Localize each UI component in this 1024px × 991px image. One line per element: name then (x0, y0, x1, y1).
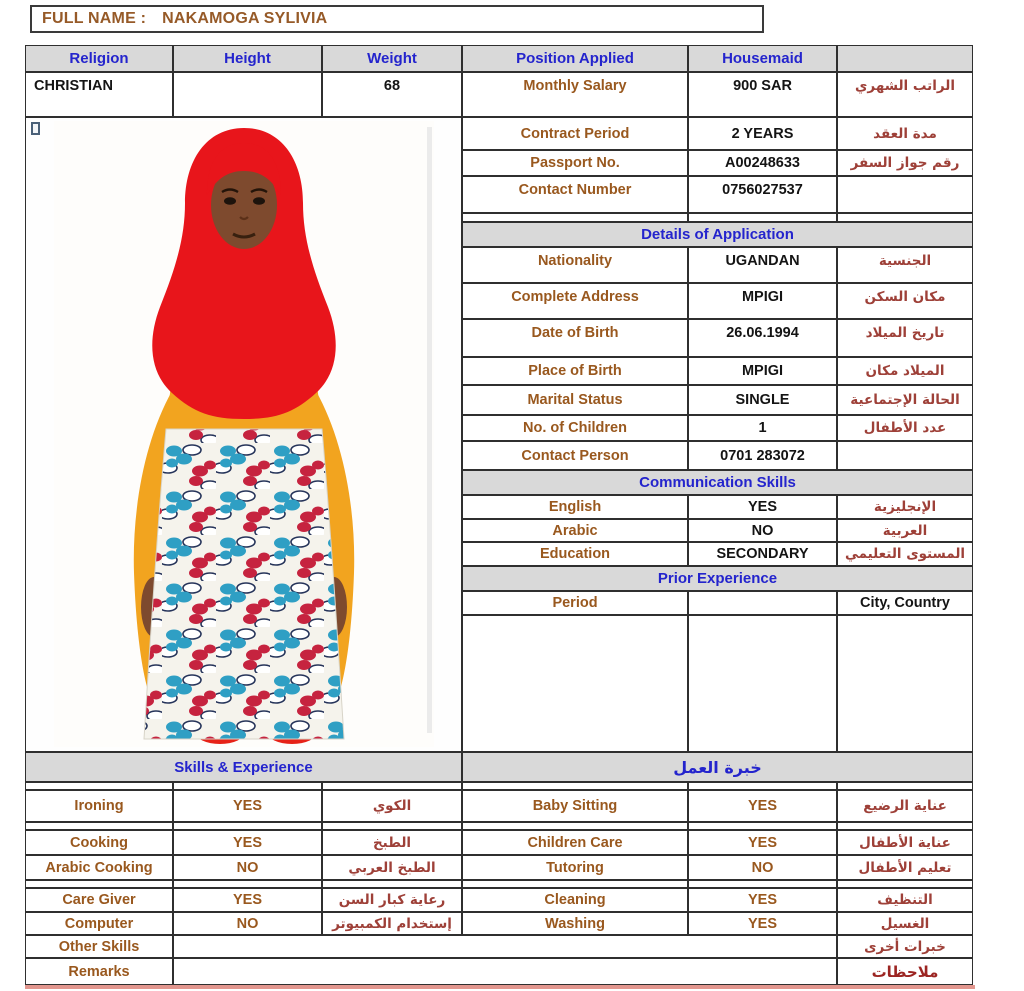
contact-number-label: Contact Number (462, 176, 688, 213)
date-of-birth-label: Date of Birth (462, 319, 688, 357)
contact-person-arabic-empty (837, 441, 973, 470)
computer-arabic: إستخدام الكمبيوتر (322, 912, 462, 935)
ironing-label: Ironing (25, 790, 173, 822)
spacer-cell (173, 782, 322, 790)
baby-sitting-value: YES (688, 790, 837, 822)
spacer-cell (25, 880, 173, 888)
nationality-arabic: الجنسية (837, 247, 973, 283)
spacer-cell (837, 213, 973, 222)
ironing-arabic: الكوي (322, 790, 462, 822)
remarks-label: Remarks (25, 958, 173, 985)
contract-period-label: Contract Period (462, 117, 688, 150)
spacer-cell (837, 880, 973, 888)
tutoring-value: NO (688, 855, 837, 880)
skills-experience-header-ar: خبرة العمل (462, 752, 973, 782)
other-skills-label: Other Skills (25, 935, 173, 958)
full-name-box (30, 5, 764, 33)
spacer-cell (688, 880, 837, 888)
education-arabic: المستوى التعليمي (837, 542, 973, 566)
cleaning-value: YES (688, 888, 837, 912)
contact-number-value: 0756027537 (688, 176, 837, 213)
place-of-birth-label: Place of Birth (462, 357, 688, 385)
other-skills-empty (173, 935, 837, 958)
header-arabic-empty (837, 45, 973, 72)
monthly-salary-arabic: الراتب الشهري (837, 72, 973, 117)
no-of-children-arabic: عدد الأطفال (837, 415, 973, 441)
full-name-label: FULL NAME : (42, 10, 147, 27)
children-care-arabic: عناية الأطفال (837, 830, 973, 855)
cleaning-arabic: التنظيف (837, 888, 973, 912)
marital-status-arabic: الحالة الإجتماعية (837, 385, 973, 415)
english-label: English (462, 495, 688, 519)
weight-header: Weight (322, 45, 462, 72)
arabic-arabic: العربية (837, 519, 973, 542)
computer-label: Computer (25, 912, 173, 935)
cooking-label: Cooking (25, 830, 173, 855)
washing-label: Washing (462, 912, 688, 935)
cleaning-label: Cleaning (462, 888, 688, 912)
monthly-salary-value: 900 SAR (688, 72, 837, 117)
baby-sitting-label: Baby Sitting (462, 790, 688, 822)
spacer-cell (462, 880, 688, 888)
marital-status-value: SINGLE (688, 385, 837, 415)
prior-experience-empty-cell (837, 615, 973, 752)
children-care-value: YES (688, 830, 837, 855)
weight-value: 68 (322, 72, 462, 117)
nationality-label: Nationality (462, 247, 688, 283)
contract-period-value: 2 YEARS (688, 117, 837, 150)
education-value: SECONDARY (688, 542, 837, 566)
ironing-value: YES (173, 790, 322, 822)
spacer-cell (25, 782, 173, 790)
arabic-cooking-arabic: الطبخ العربي (322, 855, 462, 880)
baby-sitting-arabic: عناية الرضيع (837, 790, 973, 822)
arabic-cooking-value: NO (173, 855, 322, 880)
passport-no-value: A00248633 (688, 150, 837, 176)
height-value-empty (173, 72, 322, 117)
english-value: YES (688, 495, 837, 519)
contact-person-value: 0701 283072 (688, 441, 837, 470)
spacer-cell (462, 822, 688, 830)
no-of-children-value: 1 (688, 415, 837, 441)
tutoring-arabic: تعليم الأطفال (837, 855, 973, 880)
remarks-empty (173, 958, 837, 985)
spacer-cell (462, 782, 688, 790)
arabic-cooking-label: Arabic Cooking (25, 855, 173, 880)
contract-period-arabic: مدة العقد (837, 117, 973, 150)
position-applied-header: Position Applied (462, 45, 688, 72)
cooking-value: YES (173, 830, 322, 855)
city-country-column-header: City, Country (837, 591, 973, 615)
eye-right (253, 197, 265, 205)
complete-address-arabic: مكان السكن (837, 283, 973, 319)
passport-no-arabic: رقم جواز السفر (837, 150, 973, 176)
prior-experience-header: Prior Experience (462, 566, 973, 591)
complete-address-label: Complete Address (462, 283, 688, 319)
complete-address-value: MPIGI (688, 283, 837, 319)
arabic-label: Arabic (462, 519, 688, 542)
children-care-label: Children Care (462, 830, 688, 855)
prior-experience-empty-header (688, 591, 837, 615)
date-of-birth-arabic: تاريخ الميلاد (837, 319, 973, 357)
computer-value: NO (173, 912, 322, 935)
tutoring-label: Tutoring (462, 855, 688, 880)
spacer-cell (322, 782, 462, 790)
other-skills-arabic: خبرات أخرى (837, 935, 973, 958)
marital-status-label: Marital Status (462, 385, 688, 415)
spacer-cell (25, 822, 173, 830)
position-value-housemaid: Housemaid (688, 45, 837, 72)
applicant-photo (54, 121, 434, 747)
date-of-birth-value: 26.06.1994 (688, 319, 837, 357)
spacer-cell (837, 822, 973, 830)
remarks-arabic: ملاحظات (837, 958, 973, 985)
nationality-value: UGANDAN (688, 247, 837, 283)
patterned-skirt (144, 429, 344, 739)
full-name-value: NAKAMOGA SYLIVIA (162, 10, 328, 27)
no-of-children-label: No. of Children (462, 415, 688, 441)
skills-experience-header-en: Skills & Experience (25, 752, 462, 782)
monthly-salary-label: Monthly Salary (462, 72, 688, 117)
spacer-cell (462, 213, 688, 222)
english-arabic: الإنجليزية (837, 495, 973, 519)
prior-experience-empty-cell (462, 615, 688, 752)
washing-arabic: الغسيل (837, 912, 973, 935)
place-of-birth-value: MPIGI (688, 357, 837, 385)
care-giver-value: YES (173, 888, 322, 912)
spacer-cell (688, 782, 837, 790)
spacer-cell (688, 213, 837, 222)
broken-image-placeholder-icon (31, 122, 40, 135)
education-label: Education (462, 542, 688, 566)
height-header: Height (173, 45, 322, 72)
care-giver-arabic: رعاية كبار السن (322, 888, 462, 912)
communication-skills-header: Communication Skills (462, 470, 973, 495)
applicant-photo-cell (25, 117, 462, 752)
religion-header: Religion (25, 45, 173, 72)
religion-value: CHRISTIAN (25, 72, 173, 117)
spacer-cell (837, 782, 973, 790)
details-of-application-header: Details of Application (462, 222, 973, 247)
spacer-cell (322, 822, 462, 830)
passport-no-label: Passport No. (462, 150, 688, 176)
spacer-cell (688, 822, 837, 830)
page-bottom-edge (25, 985, 975, 989)
spacer-cell (173, 822, 322, 830)
applicant-photo-illustration (54, 121, 434, 747)
arabic-value: NO (688, 519, 837, 542)
period-column-header: Period (462, 591, 688, 615)
place-of-birth-arabic: الميلاد مكان (837, 357, 973, 385)
care-giver-label: Care Giver (25, 888, 173, 912)
washing-value: YES (688, 912, 837, 935)
prior-experience-empty-cell (688, 615, 837, 752)
contact-person-label: Contact Person (462, 441, 688, 470)
spacer-cell (322, 880, 462, 888)
spacer-cell (173, 880, 322, 888)
contact-number-arabic-empty (837, 176, 973, 213)
cooking-arabic: الطبخ (322, 830, 462, 855)
eye-left (224, 197, 236, 205)
